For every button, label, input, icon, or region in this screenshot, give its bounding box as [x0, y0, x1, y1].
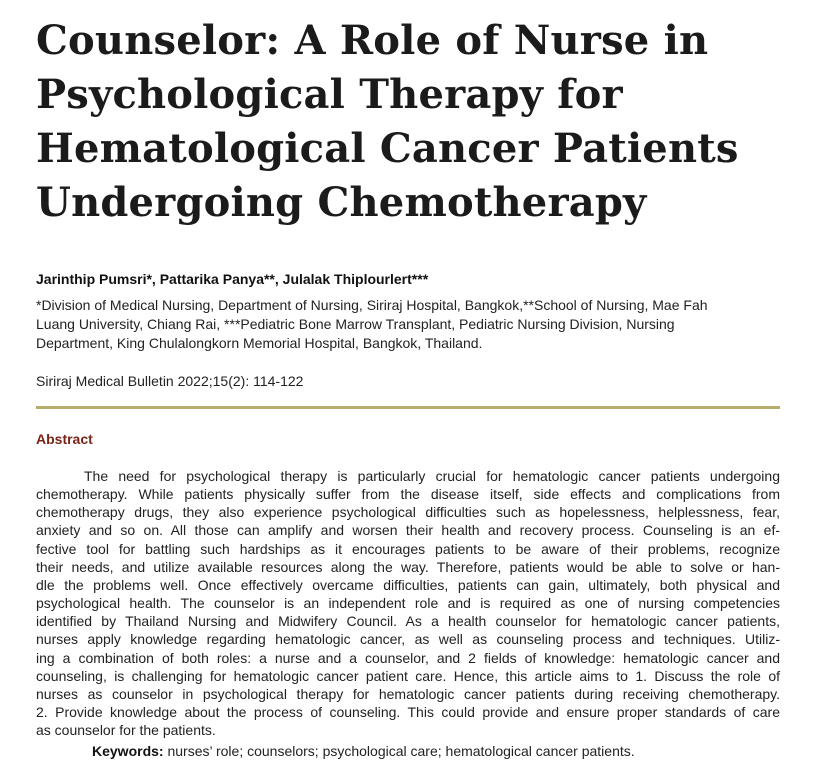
- abstract-line: psychological health. The counselor is an independent role and is required as one of nursing competencies: [36, 595, 780, 612]
- title-line: Psychological Therapy for: [36, 71, 623, 118]
- keywords-text: nurses’ role; counselors; psychological care; hematological cancer patients.: [163, 743, 635, 759]
- keywords: [92, 743, 635, 759]
- keywords-label: Keywords:: [92, 743, 164, 759]
- affiliation-line: Department, King Chulalongkorn Memorial Hospital, Bangkok, Thailand.: [36, 335, 483, 351]
- title-line: Undergoing Chemotherapy: [36, 179, 647, 226]
- abstract-line: chemotherapy drugs, they also experience psychological difficulties such as hopelessness, helplessness, fear,: [36, 504, 780, 521]
- author-affiliations: [36, 296, 780, 353]
- abstract-line: chemotherapy. While patients physically suffer from the disease itself, side effects and complications from: [36, 486, 780, 503]
- abstract-line: as counselor for the patients.: [36, 722, 216, 739]
- title-line: Hematological Cancer Patients: [36, 125, 739, 172]
- abstract-line: fective tool for battling such hardships as it encourages patients to be aware of their problems, recognize: [36, 540, 780, 557]
- section-divider: [36, 406, 780, 409]
- article-page: [36, 0, 780, 759]
- author-list: Jarinthip Pumsri*, Pattarika Panya**, Julalak Thiplourlert***: [36, 271, 429, 287]
- abstract-line: 2. Provide knowledge about the process of counseling. This could provide and ensure proper standards of care: [36, 704, 780, 721]
- article-title: [36, 0, 780, 230]
- abstract-line: nurses apply knowledge regarding hematologic cancer, as well as counseling process and techniques. Utiliz-: [36, 631, 780, 648]
- abstract-line: ing a combination of both roles: a nurse and a counselor, and 2 fields of knowledge: hematologic cancer and: [36, 649, 780, 666]
- journal-citation: Siriraj Medical Bulletin 2022;15(2): 114-122: [36, 373, 304, 389]
- abstract-body: [36, 467, 780, 739]
- abstract-line: counseling, is challenging for hematologic cancer patient care. Hence, this article aims to 1. Discuss the role of: [36, 667, 780, 684]
- affiliation-line: *Division of Medical Nursing, Department of Nursing, Siriraj Hospital, Bangkok,**School of Nursing, Mae Fah: [36, 297, 708, 313]
- abstract-line: anxiety and so on. All those can amplify and worsen their health and recovery process. Counseling is an ef-: [36, 522, 780, 539]
- affiliation-line: Luang University, Chiang Rai, ***Pediatric Bone Marrow Transplant, Pediatric Nursing Division, Nursing: [36, 316, 675, 332]
- abstract-heading: Abstract: [36, 431, 93, 447]
- abstract-line: their needs, and utilize available resources along the way. Therefore, patients would be able to solve or han-: [36, 558, 780, 575]
- abstract-line: dle the problems well. Once effectively overcame difficulties, patients can gain, ultimately, both physical and: [36, 576, 780, 593]
- abstract-line: identified by Thailand Nursing and Midwifery Council. As a health counselor for hematologic cancer patients,: [36, 613, 780, 630]
- abstract-line: The need for psychological therapy is particularly crucial for hematologic cancer patients undergoing: [84, 468, 780, 484]
- title-line: Counselor: A Role of Nurse in: [36, 17, 709, 64]
- abstract-line: nurses as counselor in psychological therapy for hematologic cancer patients during receiving chemotherapy.: [36, 685, 780, 702]
